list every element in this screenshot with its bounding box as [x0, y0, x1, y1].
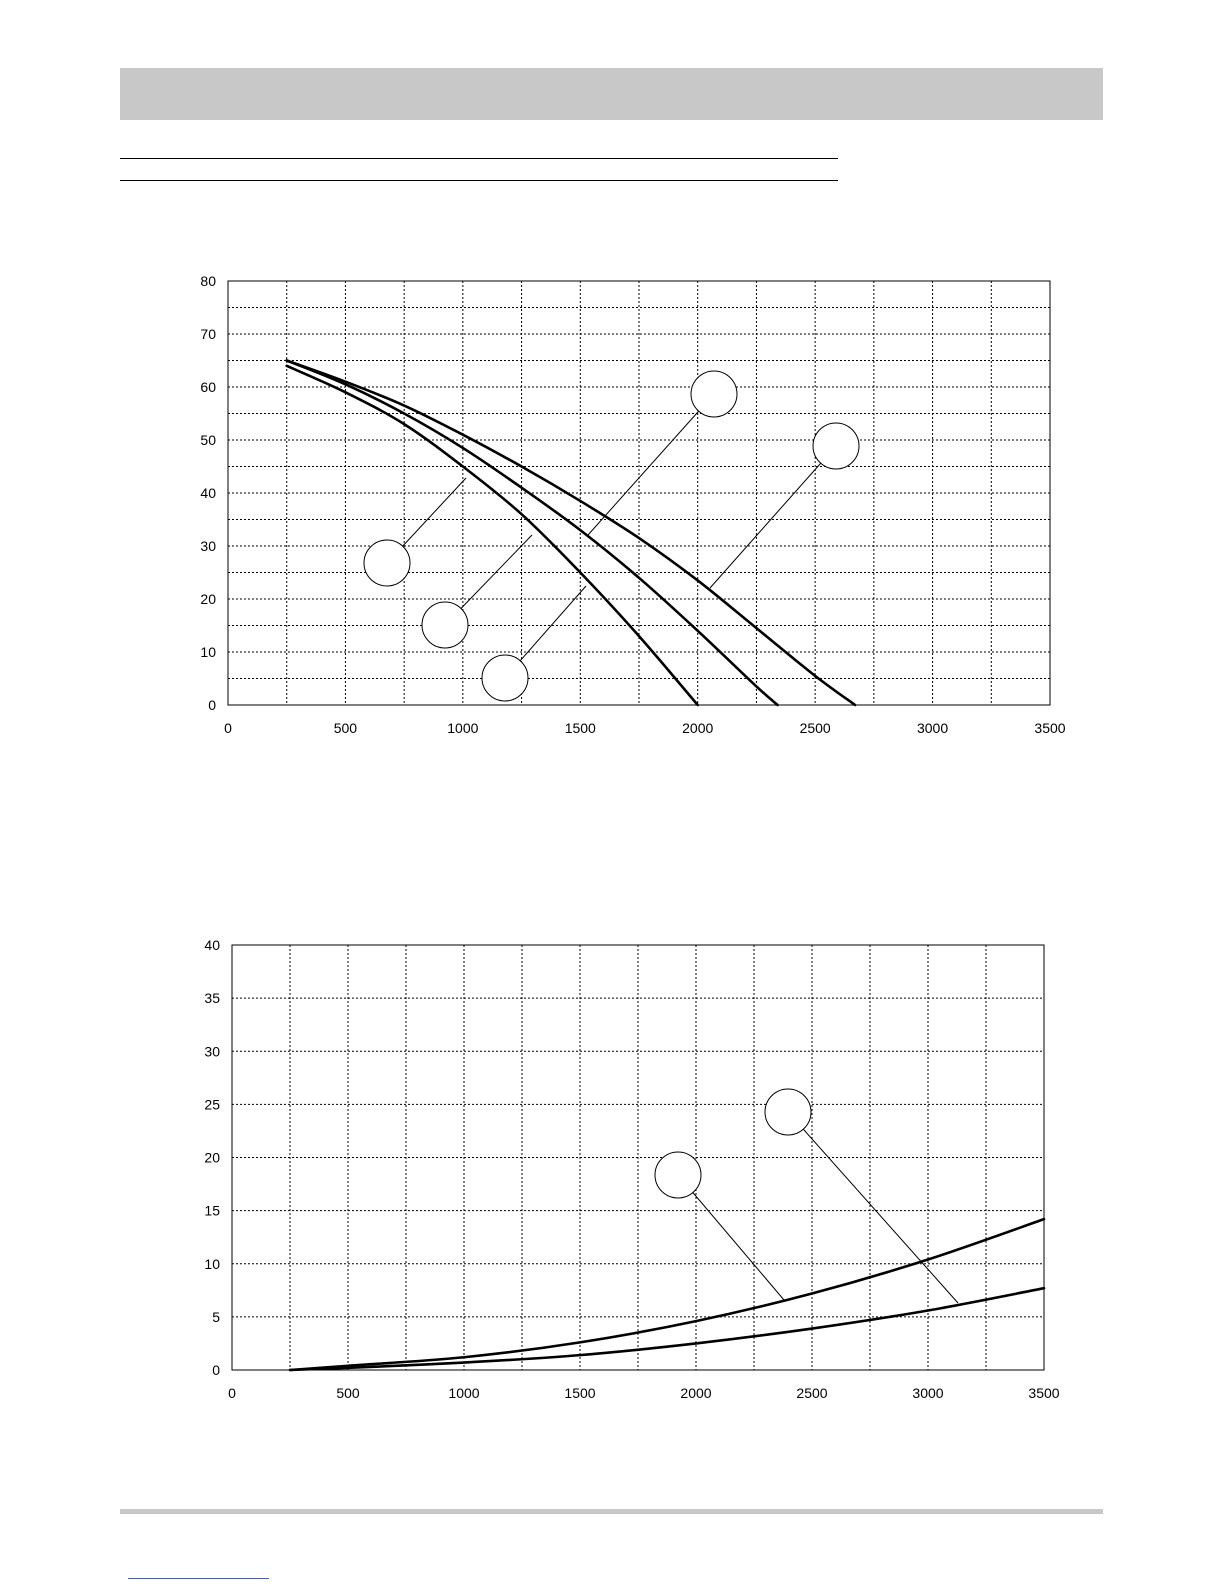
- x-tick-label: 2000: [682, 720, 714, 736]
- x-tick-label: 500: [336, 1385, 360, 1401]
- x-tick-label: 3500: [1028, 1385, 1060, 1401]
- y-tick-label: 0: [208, 697, 216, 713]
- x-tick-label: 500: [333, 720, 358, 736]
- y-tick-label: 40: [200, 485, 216, 501]
- y-tick-label: 0: [212, 1362, 220, 1378]
- y-tick-label: 80: [200, 273, 216, 289]
- y-tick-label: 60: [200, 379, 216, 395]
- callout-circle: [655, 1152, 701, 1198]
- x-tick-label: 2500: [799, 720, 831, 736]
- x-tick-label: 1000: [448, 1385, 480, 1401]
- x-tick-label: 3000: [912, 1385, 944, 1401]
- y-tick-label: 15: [204, 1202, 220, 1219]
- x-tick-label: 2000: [680, 1385, 712, 1401]
- callout-leader-line: [788, 1112, 958, 1303]
- y-tick-label: 10: [200, 644, 216, 660]
- y-tick-label: 35: [204, 990, 220, 1007]
- y-tick-label: 50: [200, 432, 216, 448]
- callout-leader-line: [678, 1175, 784, 1300]
- footer-link-underline: [128, 1578, 269, 1579]
- y-tick-label: 20: [200, 591, 216, 607]
- x-tick-label: 2500: [796, 1385, 828, 1401]
- y-tick-label: 30: [204, 1043, 220, 1060]
- y-tick-label: 25: [204, 1096, 220, 1113]
- x-tick-label: 0: [224, 720, 232, 736]
- y-tick-label: 40: [204, 937, 220, 953]
- y-tick-label: 10: [204, 1255, 220, 1272]
- callout-circle: [765, 1089, 811, 1135]
- footer-bar: [120, 1509, 1103, 1514]
- x-tick-label: 1000: [447, 720, 479, 736]
- y-tick-label: 20: [204, 1149, 220, 1166]
- y-tick-label: 70: [200, 326, 216, 342]
- x-tick-label: 3000: [916, 720, 949, 736]
- y-tick-label: 30: [200, 538, 216, 554]
- x-tick-label: 0: [228, 1385, 236, 1401]
- series-line-2: [290, 1288, 1044, 1370]
- x-tick-label: 3500: [1034, 720, 1066, 736]
- x-tick-label: 1500: [564, 1385, 596, 1401]
- x-tick-label: 1500: [564, 720, 596, 736]
- y-tick-label: 5: [212, 1308, 220, 1325]
